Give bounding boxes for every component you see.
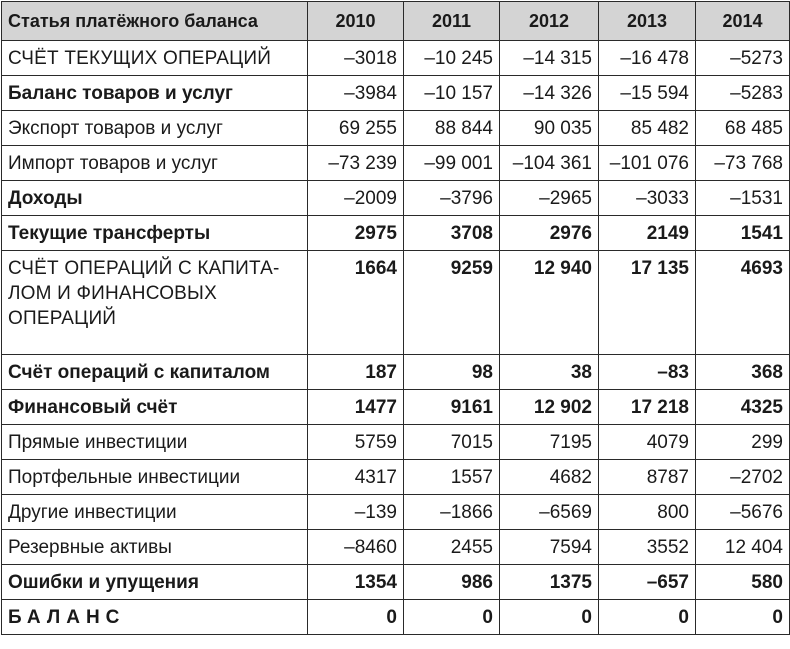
row-value: 98 (404, 355, 500, 390)
row-value: 17 218 (599, 390, 696, 425)
table-body (2, 41, 790, 635)
row-label: Другие инвестиции (2, 495, 308, 530)
table-row (2, 181, 790, 216)
row-value: 1664 (308, 251, 404, 355)
row-value: 7015 (404, 425, 500, 460)
row-value: 1477 (308, 390, 404, 425)
row-value: –83 (599, 355, 696, 390)
row-label: Экспорт товаров и услуг (2, 111, 308, 146)
row-value: –73 768 (696, 146, 790, 181)
row-value: 986 (404, 565, 500, 600)
row-value: –2009 (308, 181, 404, 216)
row-value: 12 404 (696, 530, 790, 565)
row-value: 85 482 (599, 111, 696, 146)
row-label: Доходы (2, 181, 308, 216)
row-value: 800 (599, 495, 696, 530)
row-value: –1866 (404, 495, 500, 530)
row-value: –8460 (308, 530, 404, 565)
table-row (2, 460, 790, 495)
row-value: –14 326 (500, 76, 599, 111)
row-value: –1531 (696, 181, 790, 216)
row-value: 0 (599, 600, 696, 635)
row-value: –3033 (599, 181, 696, 216)
row-label: Текущие трансферты (2, 216, 308, 251)
balance-of-payments-table (1, 1, 790, 635)
row-value: 9161 (404, 390, 500, 425)
row-value: 38 (500, 355, 599, 390)
row-value: 2975 (308, 216, 404, 251)
row-label: БАЛАНС (2, 600, 308, 635)
table-row (2, 146, 790, 181)
table-row (2, 216, 790, 251)
row-value: 2149 (599, 216, 696, 251)
table-row (2, 355, 790, 390)
row-value: –16 478 (599, 41, 696, 76)
row-value: 1354 (308, 565, 404, 600)
header-year: 2010 (308, 2, 404, 41)
row-label: Ошибки и упущения (2, 565, 308, 600)
row-value: 299 (696, 425, 790, 460)
row-label: Финансовый счёт (2, 390, 308, 425)
row-value: 4682 (500, 460, 599, 495)
row-value: 1541 (696, 216, 790, 251)
row-value: 88 844 (404, 111, 500, 146)
row-value: 12 902 (500, 390, 599, 425)
table-row (2, 251, 790, 355)
row-label: Резервные активы (2, 530, 308, 565)
header-item: Статья платёжного баланса (2, 2, 308, 41)
row-label: Счёт операций с капиталом (2, 355, 308, 390)
row-value: –2702 (696, 460, 790, 495)
table-row (2, 425, 790, 460)
row-value: 4325 (696, 390, 790, 425)
row-value: 69 255 (308, 111, 404, 146)
row-value: 5759 (308, 425, 404, 460)
table-row (2, 495, 790, 530)
table-row (2, 111, 790, 146)
row-value: 0 (500, 600, 599, 635)
row-value: –6569 (500, 495, 599, 530)
row-value: 580 (696, 565, 790, 600)
table-row (2, 390, 790, 425)
row-value: –5283 (696, 76, 790, 111)
row-value: 3708 (404, 216, 500, 251)
row-value: 9259 (404, 251, 500, 355)
row-value: –15 594 (599, 76, 696, 111)
table-row (2, 530, 790, 565)
row-value: –2965 (500, 181, 599, 216)
row-value: –14 315 (500, 41, 599, 76)
row-value: 7195 (500, 425, 599, 460)
row-value: 1557 (404, 460, 500, 495)
row-value: –104 361 (500, 146, 599, 181)
table-row (2, 565, 790, 600)
row-value: –5676 (696, 495, 790, 530)
row-value: 7594 (500, 530, 599, 565)
table-row (2, 600, 790, 635)
row-value: –10 245 (404, 41, 500, 76)
header-year: 2012 (500, 2, 599, 41)
row-value: –73 239 (308, 146, 404, 181)
row-value: –10 157 (404, 76, 500, 111)
row-value: –101 076 (599, 146, 696, 181)
header-year: 2013 (599, 2, 696, 41)
row-label: Портфельные инвестиции (2, 460, 308, 495)
row-value: 68 485 (696, 111, 790, 146)
row-value: –657 (599, 565, 696, 600)
row-label: СЧЁТ ТЕКУЩИХ ОПЕРАЦИЙ (2, 41, 308, 76)
row-value: –99 001 (404, 146, 500, 181)
table-header-row (2, 2, 790, 41)
row-value: 90 035 (500, 111, 599, 146)
row-value: 2455 (404, 530, 500, 565)
row-value: 12 940 (500, 251, 599, 355)
row-value: –3018 (308, 41, 404, 76)
row-value: –3984 (308, 76, 404, 111)
row-value: 0 (308, 600, 404, 635)
row-value: 0 (696, 600, 790, 635)
row-value: –5273 (696, 41, 790, 76)
row-value: 3552 (599, 530, 696, 565)
row-value: 4693 (696, 251, 790, 355)
row-value: 1375 (500, 565, 599, 600)
row-value: 368 (696, 355, 790, 390)
row-value: 17 135 (599, 251, 696, 355)
row-label: Баланс товаров и услуг (2, 76, 308, 111)
row-value: –139 (308, 495, 404, 530)
row-value: 4317 (308, 460, 404, 495)
row-value: 0 (404, 600, 500, 635)
row-label: Прямые инвестиции (2, 425, 308, 460)
row-value: 8787 (599, 460, 696, 495)
row-value: 187 (308, 355, 404, 390)
header-year: 2014 (696, 2, 790, 41)
row-label: Импорт товаров и услуг (2, 146, 308, 181)
row-label: СЧЁТ ОПЕРАЦИЙ С КАПИТА-ЛОМ И ФИНАНСОВЫХ ОПЕРАЦИЙ (2, 251, 308, 355)
header-year: 2011 (404, 2, 500, 41)
table-row (2, 41, 790, 76)
row-value: –3796 (404, 181, 500, 216)
table-row (2, 76, 790, 111)
row-value: 2976 (500, 216, 599, 251)
row-value: 4079 (599, 425, 696, 460)
